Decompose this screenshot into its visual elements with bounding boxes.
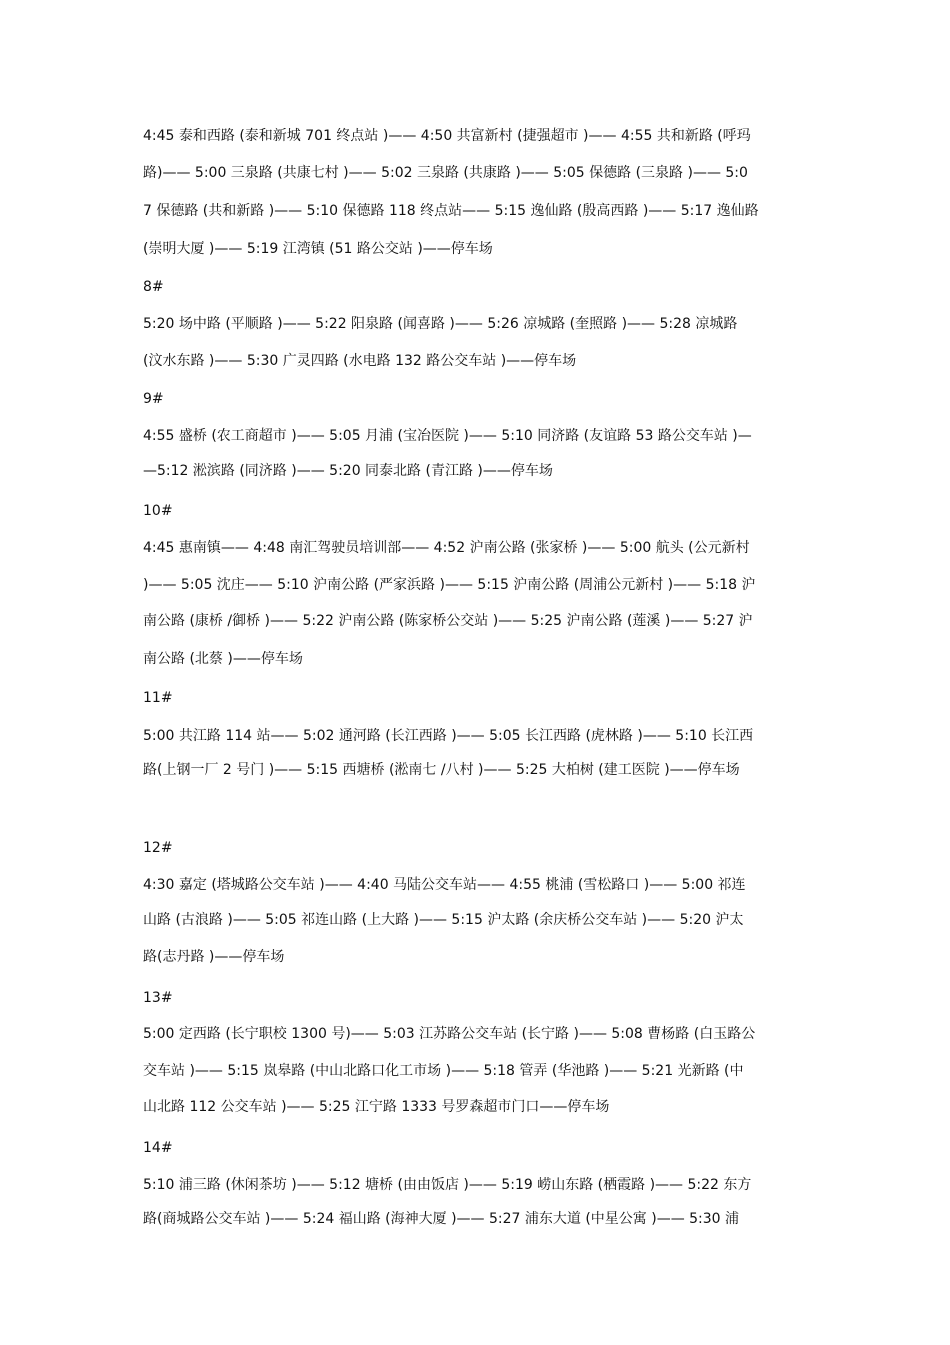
- route-line: 路)—— 5:00 三泉路 (共康七村 )—— 5:02 三泉路 (共康路 )—— 5:05 保德路 (三泉路 )—— 5:0: [143, 165, 748, 181]
- route-number: 13#: [143, 990, 173, 1006]
- route-line: 山路 (古浪路 )—— 5:05 祁连山路 (上大路 )—— 5:15 沪太路 (余庆桥公交车站 )—— 5:20 沪太: [143, 912, 744, 928]
- route-line: 山北路 112 公交车站 )—— 5:25 江宁路 1333 号罗森超市门口——停车场: [143, 1099, 610, 1115]
- route-line: (汶水东路 )—— 5:30 广灵四路 (水电路 132 路公交车站 )——停车场: [143, 353, 577, 369]
- route-number: 11#: [143, 690, 173, 706]
- route-line: 7 保德路 (共和新路 )—— 5:10 保德路 118 终点站—— 5:15 逸仙路 (殷高西路 )—— 5:17 逸仙路: [143, 203, 759, 219]
- route-number: 10#: [143, 503, 173, 519]
- route-line: 南公路 (康桥 /御桥 )—— 5:22 沪南公路 (陈家桥公交站 )—— 5:25 沪南公路 (莲溪 )—— 5:27 沪: [143, 613, 753, 629]
- route-line: 5:00 定西路 (长宁职校 1300 号)—— 5:03 江苏路公交车站 (长宁路 )—— 5:08 曹杨路 (白玉路公: [143, 1026, 756, 1042]
- route-number: 14#: [143, 1140, 173, 1156]
- route-line: )—— 5:05 沈庄—— 5:10 沪南公路 (严家浜路 )—— 5:15 沪南公路 (周浦公元新村 )—— 5:18 沪: [143, 577, 756, 593]
- route-line: 路(志丹路 )——停车场: [143, 949, 285, 965]
- route-line: 4:55 盛桥 (农工商超市 )—— 5:05 月浦 (宝冶医院 )—— 5:10 同济路 (友谊路 53 路公交车站 )—: [143, 428, 752, 444]
- route-line: 4:45 惠南镇—— 4:48 南汇驾驶员培训部—— 4:52 沪南公路 (张家桥 )—— 5:00 航头 (公元新村: [143, 540, 750, 556]
- route-line: 交车站 )—— 5:15 岚皋路 (中山北路口化工市场 )—— 5:18 管弄 (华池路 )—— 5:21 光新路 (中: [143, 1063, 744, 1079]
- route-line: 4:45 泰和西路 (泰和新城 701 终点站 )—— 4:50 共富新村 (捷强超市 )—— 4:55 共和新路 (呼玛: [143, 128, 751, 144]
- route-line: 5:20 场中路 (平顺路 )—— 5:22 阳泉路 (闻喜路 )—— 5:26 凉城路 (奎照路 )—— 5:28 凉城路: [143, 316, 738, 332]
- route-line: 4:30 嘉定 (塔城路公交车站 )—— 4:40 马陆公交车站—— 4:55 桃浦 (雪松路口 )—— 5:00 祁连: [143, 877, 746, 893]
- route-line: 南公路 (北蔡 )——停车场: [143, 651, 303, 667]
- route-number: 12#: [143, 840, 173, 856]
- route-line: —5:12 淞滨路 (同济路 )—— 5:20 同泰北路 (青江路 )——停车场: [143, 463, 553, 479]
- route-line: (崇明大厦 )—— 5:19 江湾镇 (51 路公交站 )——停车场: [143, 241, 493, 257]
- route-line: 路(商城路公交车站 )—— 5:24 福山路 (海神大厦 )—— 5:27 浦东大道 (中星公寓 )—— 5:30 浦: [143, 1211, 740, 1227]
- route-number: 8#: [143, 279, 164, 295]
- route-line: 5:10 浦三路 (休闲茶坊 )—— 5:12 塘桥 (由由饭店 )—— 5:19 崂山东路 (栖霞路 )—— 5:22 东方: [143, 1177, 752, 1193]
- route-line: 5:00 共江路 114 站—— 5:02 通河路 (长江西路 )—— 5:05 长江西路 (虎林路 )—— 5:10 长江西: [143, 728, 754, 744]
- route-line: 路(上钢一厂 2 号门 )—— 5:15 西塘桥 (淞南七 /八村 )—— 5:25 大柏树 (建工医院 )——停车场: [143, 762, 740, 778]
- route-number: 9#: [143, 391, 164, 407]
